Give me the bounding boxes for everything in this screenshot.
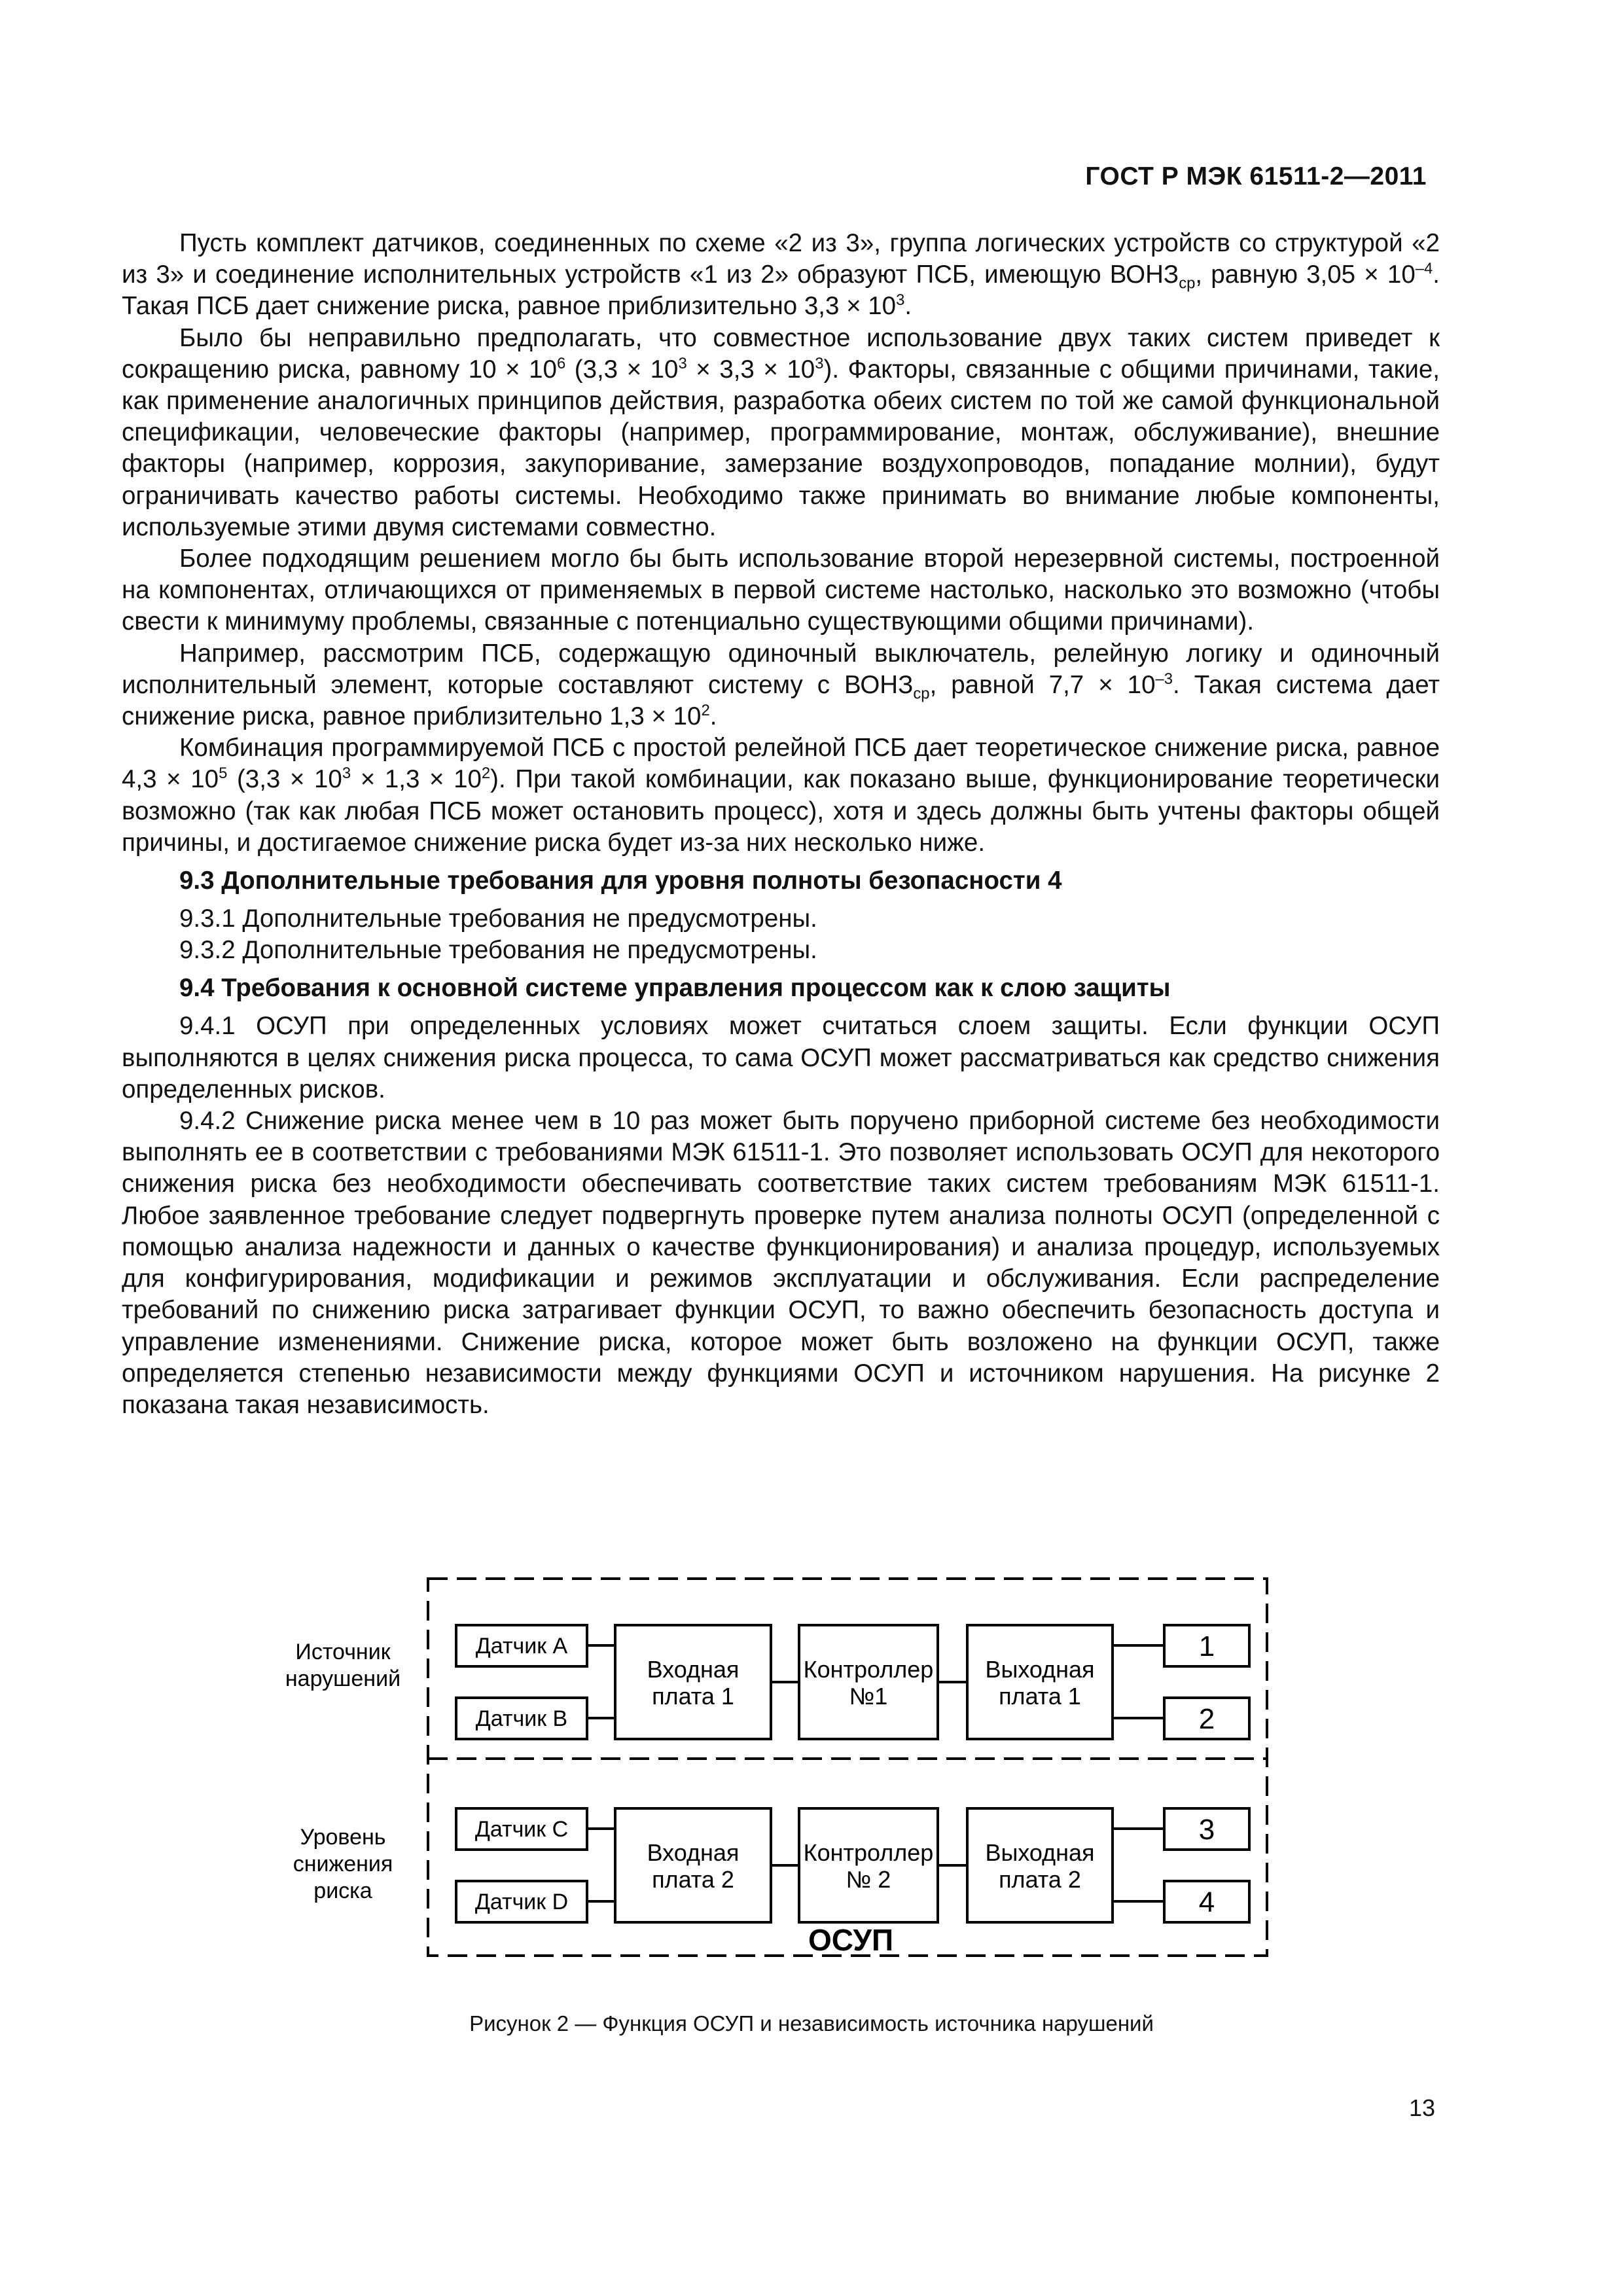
sensor-a-label: Датчик A: [475, 1634, 568, 1659]
document-body: [122, 228, 1440, 1421]
sensor-d-label: Датчик D: [474, 1890, 569, 1914]
paragraph-9-3-1: 9.3.1 Дополнительные требования не предусмотрены.: [179, 905, 817, 933]
page-number: 13: [1408, 2094, 1435, 2121]
label-level-line1: Уровень: [300, 1825, 386, 1850]
controller-1-line2: №1: [849, 1683, 888, 1710]
paragraph-4: Например, рассмотрим ПСБ, содержащую одиночный выключатель, релейную логику и одиночный исполнительный элемент, которые составляют систему с $ВОНЗ_{ср}$, равной $7,7 \times 10^{-3}$. Такая система дает снижение риска, равное приблизительно $1,3 \times 10^2$.: [122, 639, 1440, 731]
label-source-line2: нарушений: [285, 1666, 401, 1691]
controller-2-line2: № 2: [846, 1866, 891, 1893]
paragraph-2: Было бы неправильно предполагать, что совместное использование двух таких систем приведет к сокращению риска, равному $10 \times 10^6$ $(3,3 \times 10^3 \times 3,3 \times 10^3)$. Факторы, связанные с общими причинами, такие, как применение аналогичных принципов действия, разработка обеих систем по той же самой функциональной спецификации, человеческие факторы (например, программирование, монтаж, обслуживание), внешние факторы (например, коррозия, закупоривание, замерзание воздухопроводов, попадание молнии), будут ограничивать качество работы системы. Необходимо также принимать во внимание любые компоненты, используемые этими двумя системами совместно.: [122, 323, 1440, 541]
output-1-label: 1: [1198, 1630, 1215, 1662]
output-board-1-line2: плата 1: [999, 1683, 1081, 1710]
figure-caption: Рисунок 2 — Функция ОСУП и независимость источника нарушений: [469, 2011, 1154, 2036]
sensor-b-label: Датчик B: [475, 1706, 568, 1731]
sensor-c-label: Датчик C: [474, 1817, 569, 1842]
paragraph-9-4-2: 9.4.2 Снижение риска менее чем в 10 раз может быть поручено приборной системе без необходимости выполнять ее в соответствии с требованиями МЭК 61511-1. Это позволяет использовать ОСУП для некоторого снижения риска без необходимости обеспечивать соответствие таких систем требованиям МЭК 61511-1. Любое заявленное требование следует подвергнуть проверке путем анализа полноты ОСУП (определенной с помощью анализа надежности и данных о качестве функционирования) и анализа процедур, используемых для конфигурирования, модификации и режимов эксплуатации и обслуживания. Если распределение требований по снижению риска затрагивает функции ОСУП, то важно обеспечить безопасность доступа и управление изменениями. Снижение риска, которое может быть возложено на функции ОСУП, также определяется степенью независимости между функциями ОСУП и источником нарушения. На рисунке 2 показана такая независимость.: [122, 1107, 1440, 1419]
output-board-1-line1: Выходная: [985, 1656, 1095, 1683]
paragraph-9-4-1: 9.4.1 ОСУП при определенных условиях может считаться слоем защиты. Если функции ОСУП выполняются в целях снижения риска процесса, то сама ОСУП может рассматриваться как средство снижения определенных рисков.: [122, 1012, 1440, 1103]
input-board-1-line1: Входная: [647, 1656, 740, 1683]
controller-2-line1: Контроллер: [803, 1839, 934, 1866]
section-heading-9-4: 9.4 Требования к основной системе управления процессом как к слою защиты: [179, 974, 1171, 1003]
osup-label: ОСУП: [808, 1923, 894, 1957]
paragraph-9-3-2: 9.3.2 Дополнительные требования не предусмотрены.: [179, 936, 817, 965]
input-board-1-line2: плата 1: [652, 1683, 734, 1710]
document-header: ГОСТ Р МЭК 61511-2—2011: [1085, 162, 1427, 190]
figure-2: [0, 1558, 1623, 1964]
output-board-2-line1: Выходная: [985, 1839, 1095, 1866]
input-board-2-line1: Входная: [647, 1839, 740, 1866]
label-source-line1: Источник: [295, 1640, 391, 1664]
paragraph-5: Комбинация программируемой ПСБ с простой релейной ПСБ дает теоретическое снижение риска, равное $4,3 \times 10^5$ $(3,3 \times 10^3 \times 1,3 \times 10^2)$. При такой комбинации, как показано выше, функционирование теоретически возможно (так как любая ПСБ может остановить процесс), хотя и здесь должны быть учтены факторы общей причины, и достигаемое снижение риска будет из-за них несколько ниже.: [122, 734, 1440, 857]
input-board-2-line2: плата 2: [652, 1866, 734, 1893]
output-board-2-line2: плата 2: [999, 1866, 1081, 1893]
label-level-line2: снижения: [293, 1852, 393, 1876]
output-4-label: 4: [1198, 1886, 1215, 1918]
paragraph-1: Пусть комплект датчиков, соединенных по схеме «2 из 3», группа логических устройств со структурой «2 из 3» и соединение исполнительных устройств «1 из 2» образуют ПСБ, имеющую $ВОНЗ_{ср}$, равную $3,05 \times 10^{-4}$. Такая ПСБ дает снижение риска, равное приблизительно $3,3 \times 10^3$.: [122, 229, 1440, 321]
label-level-line3: риска: [313, 1878, 372, 1903]
output-3-label: 3: [1198, 1814, 1215, 1846]
figure-diagram: [0, 1558, 1623, 1964]
section-heading-9-3: 9.3 Дополнительные требования для уровня полноты безопасности 4: [179, 867, 1062, 895]
paragraph-3: Более подходящим решением могло бы быть использование второй нерезервной системы, построенной на компонентах, отличающихся от применяемых в первой системе настолько, насколько это возможно (чтобы свести к минимуму проблемы, связанные с потенциально существующими общими причинами).: [122, 545, 1440, 636]
controller-1-line1: Контроллер: [803, 1656, 934, 1683]
output-2-label: 2: [1198, 1703, 1215, 1735]
